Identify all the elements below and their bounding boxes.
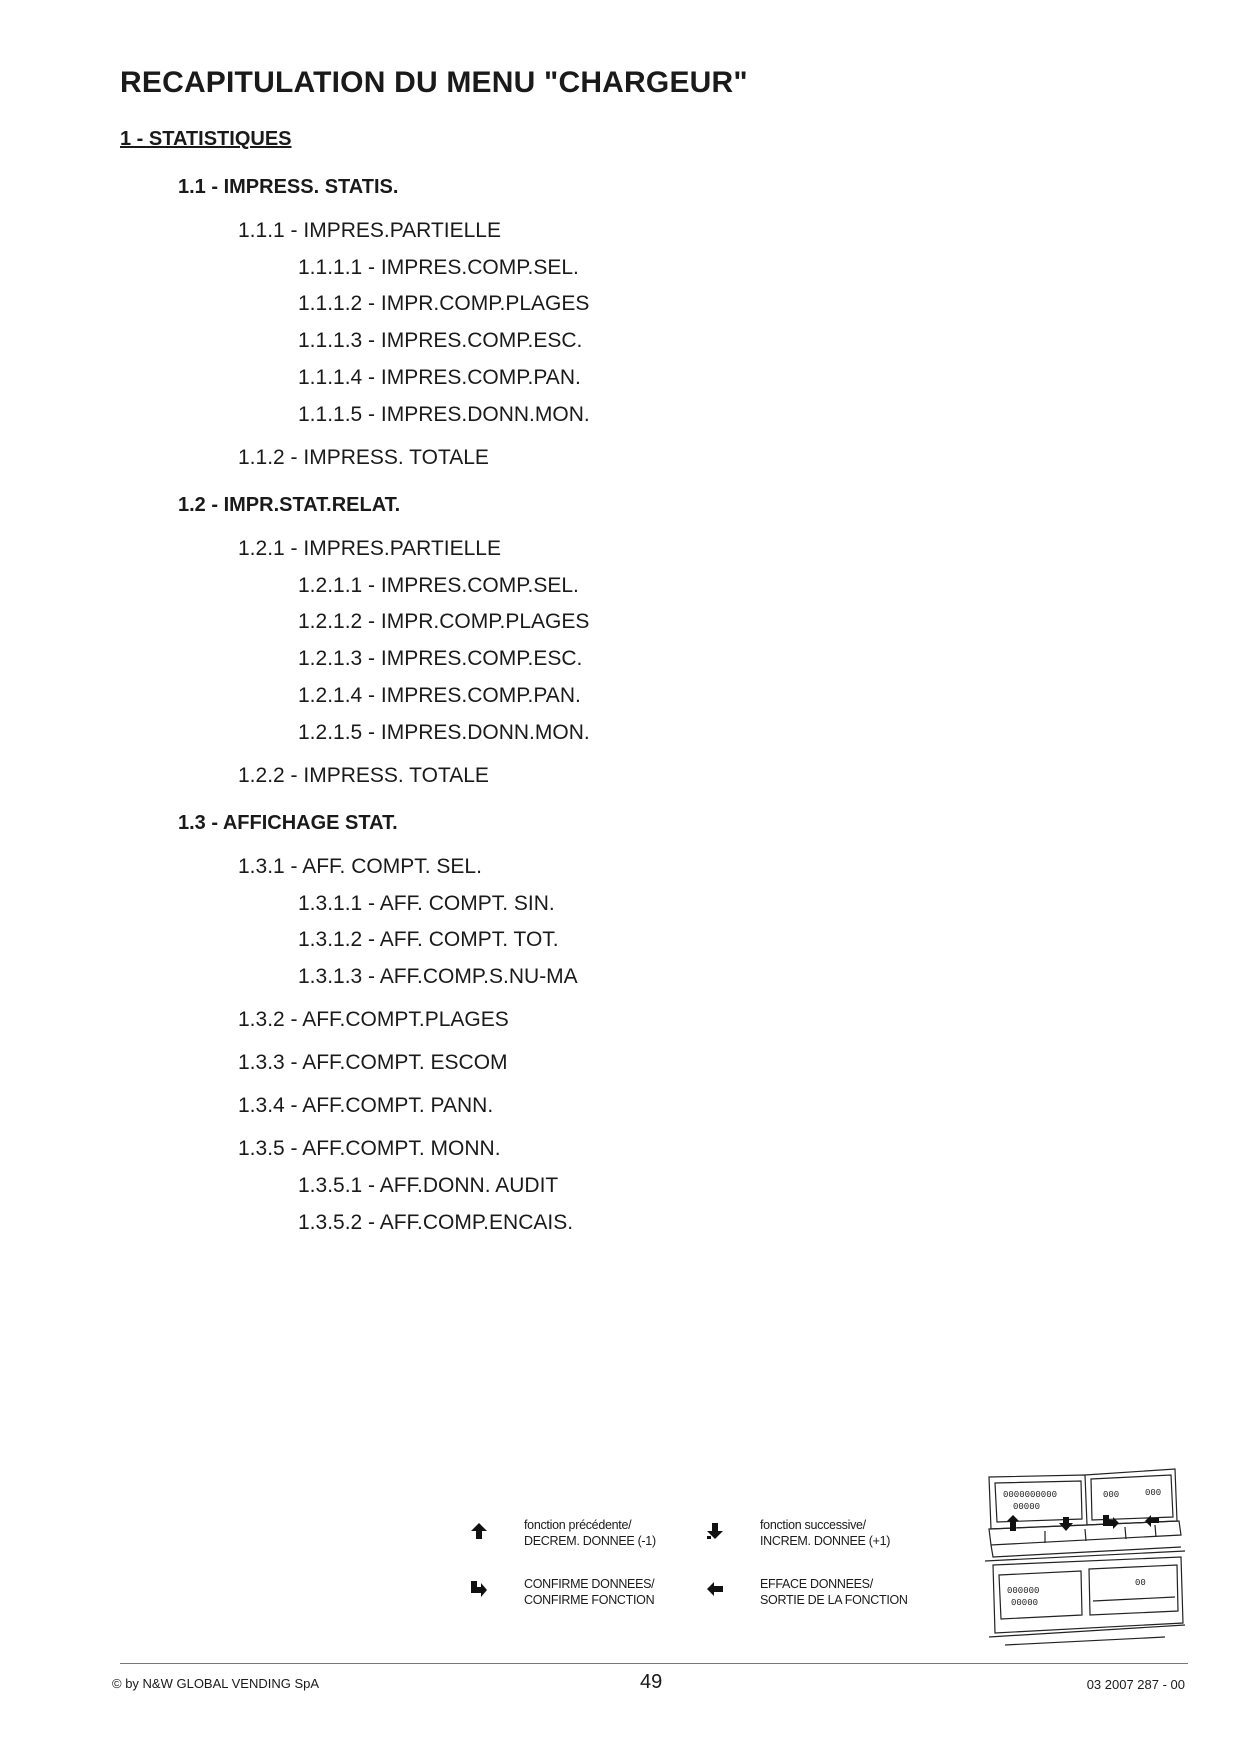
menu-entry: 1.3.5.1 - AFF.DONN. AUDIT	[298, 1174, 559, 1197]
menu-entry: 1.2.2 - IMPRESS. TOTALE	[238, 764, 489, 787]
legend-down-line1: fonction successive/	[760, 1518, 866, 1532]
menu-entry: 1.1.2 - IMPRESS. TOTALE	[238, 446, 489, 469]
menu-entry: 1.2.1.1 - IMPRES.COMP.SEL.	[298, 574, 579, 597]
legend-up	[524, 1517, 656, 1549]
menu-entry: 1.1 - IMPRESS. STATIS.	[178, 176, 399, 198]
menu-entry: 1.2.1.5 - IMPRES.DONN.MON.	[298, 721, 590, 744]
menu-entry: 1.2.1.4 - IMPRES.COMP.PAN.	[298, 684, 581, 707]
menu-entry: 1.2.1.2 - IMPR.COMP.PLAGES	[298, 610, 590, 633]
menu-entry: 1.1.1.2 - IMPR.COMP.PLAGES	[298, 292, 590, 315]
legend-erase-line1: EFFACE DONNEES/	[760, 1577, 873, 1591]
menu-entry: 1.2 - IMPR.STAT.RELAT.	[178, 494, 401, 516]
legend-confirm-line1: CONFIRME DONNEES/	[524, 1577, 655, 1591]
arrow-turn-right-icon	[470, 1580, 488, 1598]
menu-entry: 1.1.1.5 - IMPRES.DONN.MON.	[298, 403, 590, 426]
legend-down	[760, 1517, 890, 1549]
svg-text:000: 000	[1103, 1490, 1120, 1500]
menu-entry: 1.3.1 - AFF. COMPT. SEL.	[238, 855, 482, 878]
legend-erase	[760, 1576, 908, 1608]
menu-entry: 1.3.1.2 - AFF. COMPT. TOT.	[298, 928, 559, 951]
legend-up-line2: DECREM. DONNEE (-1)	[524, 1534, 656, 1548]
menu-entry: 1.2.1.3 - IMPRES.COMP.ESC.	[298, 647, 583, 670]
footer-divider	[120, 1663, 1188, 1664]
arrow-up-icon	[470, 1522, 488, 1540]
document-code: 03 2007 287 - 00	[1086, 1677, 1185, 1692]
menu-entry: 1.1.1.1 - IMPRES.COMP.SEL.	[298, 256, 579, 279]
menu-entry: 1.3.4 - AFF.COMPT. PANN.	[238, 1094, 494, 1117]
footer-copyright: © by N&W GLOBAL VENDING SpA	[112, 1676, 320, 1691]
arrow-left-icon	[706, 1580, 724, 1598]
legend-down-line2: INCREM. DONNEE (+1)	[760, 1534, 891, 1548]
section-heading: 1 - STATISTIQUES	[120, 128, 292, 150]
legend-erase-line2: SORTIE DE LA FONCTION	[760, 1593, 908, 1607]
menu-entry: 1.1.1.4 - IMPRES.COMP.PAN.	[298, 366, 581, 389]
legend-confirm-line2: CONFIRME FONCTION	[524, 1593, 655, 1607]
arrow-down-icon	[706, 1522, 724, 1540]
menu-entry: 1.3.3 - AFF.COMPT. ESCOM	[238, 1051, 508, 1074]
control-panel-illustration	[985, 1465, 1190, 1650]
page-title: RECAPITULATION DU MENU "CHARGEUR"	[120, 66, 748, 99]
legend-confirm	[524, 1576, 654, 1608]
svg-text:00: 00	[1135, 1578, 1146, 1588]
menu-entry: 1.2.1 - IMPRES.PARTIELLE	[238, 537, 501, 560]
svg-text:00000: 00000	[1011, 1598, 1039, 1608]
svg-text:0000000000: 0000000000	[1003, 1490, 1058, 1500]
menu-entry: 1.3.2 - AFF.COMPT.PLAGES	[238, 1008, 509, 1031]
menu-entry: 1.3.5.2 - AFF.COMP.ENCAIS.	[298, 1211, 574, 1234]
menu-entry: 1.3 - AFFICHAGE STAT.	[178, 812, 398, 834]
menu-entry: 1.1.1.3 - IMPRES.COMP.ESC.	[298, 329, 583, 352]
svg-text:00000: 00000	[1013, 1502, 1041, 1512]
menu-entry: 1.3.5 - AFF.COMPT. MONN.	[238, 1137, 501, 1160]
menu-entry: 1.3.1.1 - AFF. COMPT. SIN.	[298, 892, 555, 915]
menu-entry: 1.3.1.3 - AFF.COMP.S.NU-MA	[298, 965, 578, 988]
page-number: 49	[640, 1671, 663, 1693]
legend-up-line1: fonction précédente/	[524, 1518, 632, 1532]
svg-text:000000: 000000	[1007, 1586, 1040, 1596]
svg-text:000: 000	[1145, 1488, 1162, 1498]
menu-entry: 1.1.1 - IMPRES.PARTIELLE	[238, 219, 501, 242]
